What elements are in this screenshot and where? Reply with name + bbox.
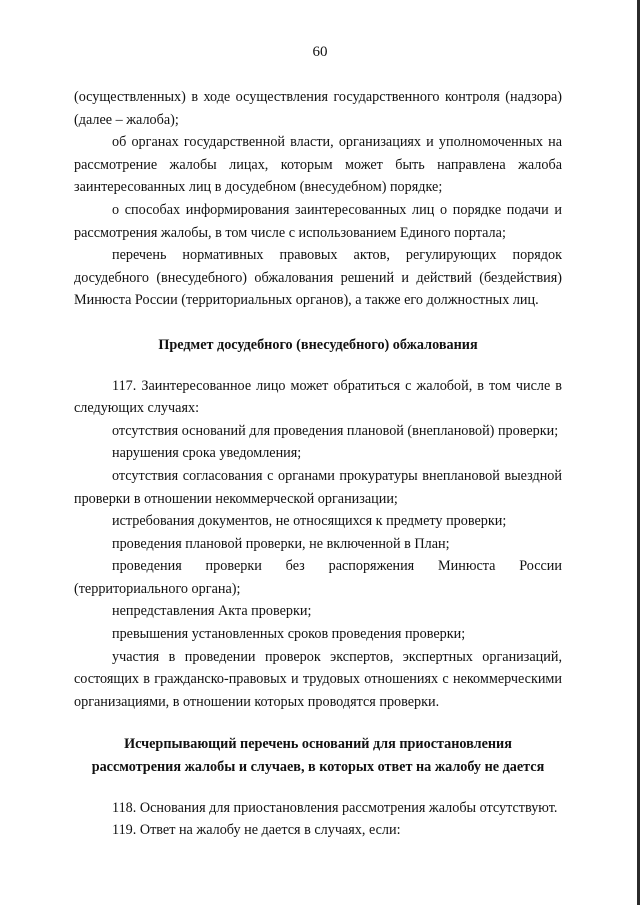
list-item: проведения плановой проверки, не включенной в План;: [112, 535, 450, 552]
paragraph-118: 118. Основания для приостановления рассмотрения жалобы отсутствуют.: [112, 799, 558, 816]
page-number: 60: [312, 44, 328, 60]
paragraph-normative-acts: перечень нормативных правовых актов, регулирующих порядок досудебного (внесудебного) обжалования решений и действий (бездействия) Минюста России (территориальных органов), а также его должностных лиц.: [74, 247, 562, 309]
list-item: отсутствия оснований для проведения плановой (внеплановой) проверки;: [112, 422, 559, 439]
section-heading-appeal-subject: Предмет досудебного (внесудебного) обжалования: [158, 336, 478, 353]
list-item: отсутствия согласования с органами прокуратуры внеплановой выездной проверки в отношении некоммерческой организации;: [74, 467, 562, 507]
paragraph-authorities: об органах государственной власти, организациях и уполномоченных на рассмотрение жалобы лицах, которым может быть направлена жалоба заинтересованных лиц в досудебном (внесудебном) порядке;: [74, 134, 562, 196]
paragraph-continuation: (осуществленных) в ходе осуществления государственного контроля (надзора) (далее – жалоба);: [74, 89, 562, 128]
list-item: нарушения срока уведомления;: [112, 445, 302, 462]
paragraph-119: 119. Ответ на жалобу не дается в случаях, если:: [112, 822, 401, 839]
heading-line: рассмотрения жалобы и случаев, в которых ответ на жалобу не дается: [91, 759, 545, 776]
list-item: превышения установленных сроков проведения проверки;: [112, 626, 466, 643]
section-heading-suspension-grounds: [74, 733, 562, 778]
list-item: проведения проверки без распоряжения Минюста России (территориального органа);: [74, 558, 562, 597]
list-item: участия в проведении проверок экспертов, экспертных организаций, состоящих в гражданско-правовых и трудовых отношениях с некоммерческими организациями, в отношении которых проводятся проверки.: [74, 648, 562, 710]
document-body: [74, 86, 562, 842]
list-item: непредставления Акта проверки;: [112, 603, 312, 620]
paragraph-117: 117. Заинтересованное лицо может обратиться с жалобой, в том числе в следующих случаях:: [74, 377, 562, 417]
list-item: истребования документов, не относящихся к предмету проверки;: [112, 513, 507, 530]
paragraph-informing-methods: о способах информирования заинтересованных лиц о порядке подачи и рассмотрения жалобы, в том числе с использованием Единого портала;: [74, 201, 562, 241]
heading-line: Исчерпывающий перечень оснований для приостановления: [124, 736, 512, 753]
